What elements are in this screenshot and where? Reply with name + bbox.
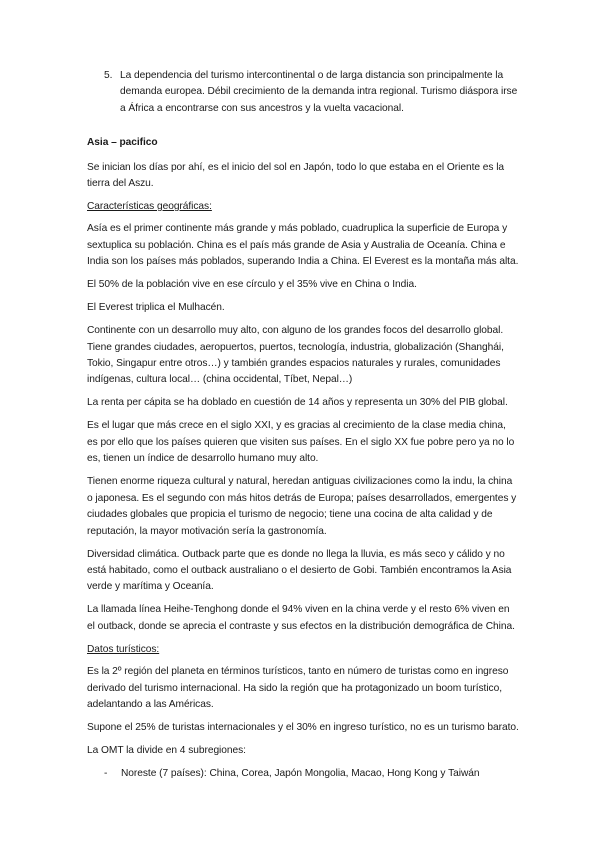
geo-paragraph: Es el lugar que más crece en el siglo XXI, y es gracias al crecimiento de la clase media china, es por ello que los países quieren que visiten sus países. En el siglo XX fue pobre pero ya no lo es, tienen un índice de desarrollo humano muy alto.: [87, 420, 515, 465]
document-body: [87, 68, 519, 782]
tourism-heading: Datos turísticos:: [87, 643, 160, 655]
geo-paragraph: Asía es el primer continente más grande y más poblado, cuadruplica la superficie de Europa y sextuplica su población. China es el país más grande de Asia y Australia de Oceanía. China e India son los países más poblados, superando India a China. El Everest es la montaña más alta.: [87, 223, 519, 268]
subregion-list-item: [87, 766, 519, 782]
geo-paragraph: Diversidad climática. Outback parte que es donde no llega la lluvia, es más seco y cálido y no está habitado, como el outback australiano o el desierto de Gobi. También encontramos la Asia verde y marítima y Oceanía.: [87, 548, 512, 593]
geo-paragraph: El Everest triplica el Mulhacén.: [87, 302, 225, 314]
geo-paragraph: Continente con un desarrollo muy alto, con alguno de los grandes focos del desarrollo global. Tiene grandes ciudades, aeropuertos, puertos, tecnología, industria, globalización (Shanghái, Tokio, Singapur entre otros…) y también grandes espacios naturales y rurales, comunidades indígenas, cultura local… (china occidental, Tíbet, Nepal…): [87, 325, 504, 386]
intro-paragraph: Se inician los días por ahí, es el inicio del sol en Japón, todo lo que estaba en el Oriente es la tierra del Aszu.: [87, 161, 505, 190]
geo-paragraph: El 50% de la población vive en ese círculo y el 35% vive en China o India.: [87, 279, 417, 291]
geo-paragraph: La llamada línea Heihe-Tenghong donde el 94% viven en la china verde y el resto 6% viven en el outback, donde se aprecia el contraste y sus efectos en la distribución demográfica de China.: [87, 604, 515, 632]
geo-paragraph: La renta per cápita se ha doblado en cuestión de 14 años y representa un 30% del PIB global.: [87, 397, 508, 409]
list-dash: -: [104, 767, 108, 779]
tourism-paragraph: Supone el 25% de turistas internacionales y el 30% en ingreso turístico, no es un turismo barato.: [87, 721, 519, 733]
geo-paragraph: Tienen enorme riqueza cultural y natural, heredan antiguas civilizaciones como la indu, la china o japonesa. Es el segundo con más hitos detrás de Europa; países desarrollados, emergentes y ciudades globales que propicia el turismo de negocio; tiene una cocina de alta calidad y de reputación, la mayor motivación sería la gastronomía.: [87, 476, 517, 537]
geo-heading: Características geográficas:: [87, 201, 212, 213]
tourism-paragraph: Es la 2º región del planeta en términos turísticos, tanto en número de turistas como en ingreso derivado del turismo internacional. Ha sido la región que ha protagonizado un boom turístico, adelantando a las Américas.: [87, 666, 509, 710]
subregion-text: Noreste (7 países): China, Corea, Japón Mongolia, Macao, Hong Kong y Taiwán: [121, 767, 480, 779]
numbered-list-item: [87, 68, 519, 117]
tourism-paragraph: La OMT la divide en 4 subregiones:: [87, 744, 246, 756]
section-title: Asia – pacifico: [87, 137, 158, 149]
list-number: 5.: [104, 70, 113, 81]
list-item-text: La dependencia del turismo intercontinental o de larga distancia son principalmente la demanda europea. Débil crecimiento de la demanda intra regional. Turismo diáspora irse a África a encontrarse con sus ancestros y la vuelta vacacional.: [120, 70, 518, 114]
